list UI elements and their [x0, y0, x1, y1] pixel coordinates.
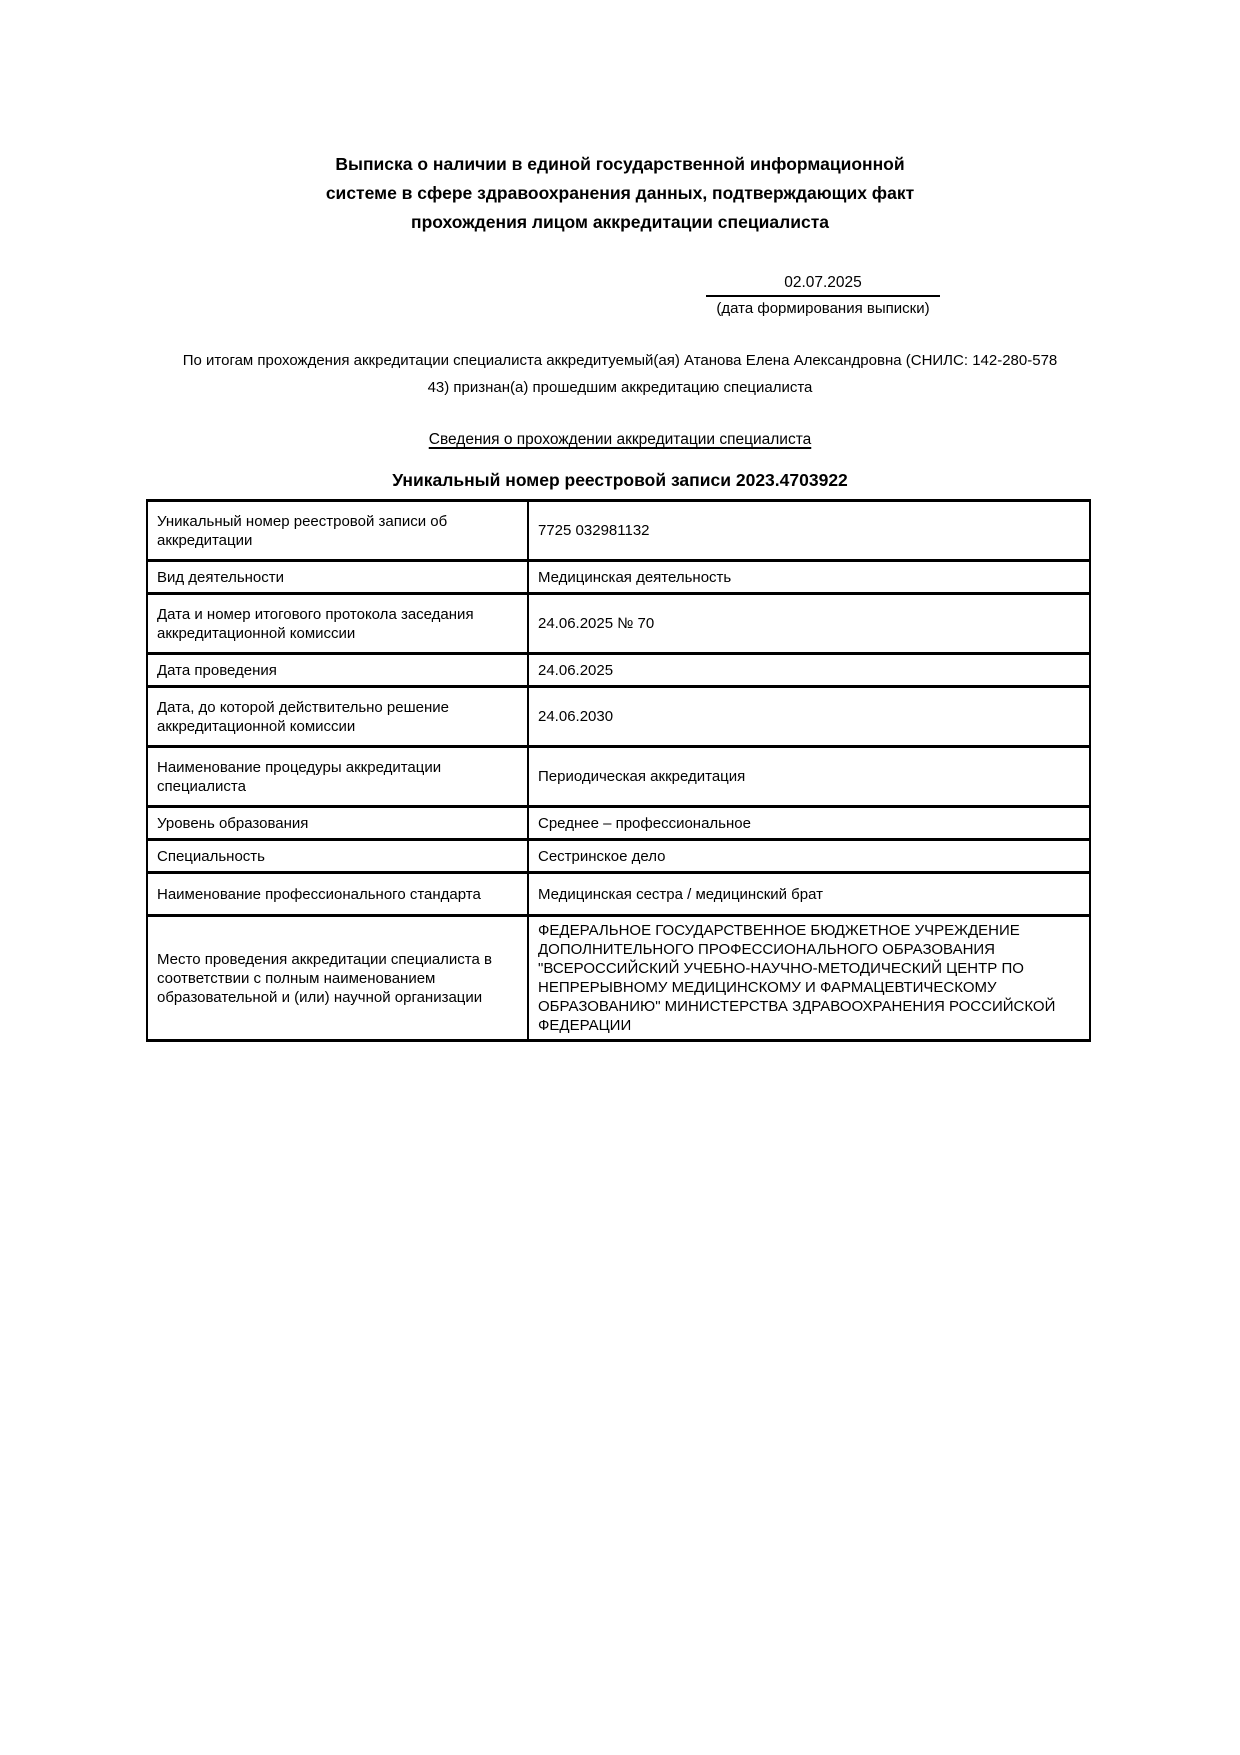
table-row	[147, 916, 1090, 1041]
title-line-3: прохождения лицом аккредитации специалиста	[411, 212, 829, 232]
section-heading	[0, 430, 1240, 450]
table-row	[147, 687, 1090, 747]
row-label: Специальность	[147, 840, 528, 873]
registry-record-heading	[0, 468, 1240, 492]
row-value: 24.06.2025	[528, 654, 1090, 687]
row-value: Медицинская сестра / медицинский брат	[528, 873, 1090, 916]
intro-line-1: По итогам прохождения аккредитации специалиста аккредитуемый(ая) Атанова Елена Александровна (СНИЛС: 142-280-578	[182, 352, 1058, 369]
row-label: Уровень образования	[147, 807, 528, 840]
intro-paragraph	[0, 347, 1240, 401]
row-label: Дата проведения	[147, 654, 528, 687]
formation-date-block	[706, 273, 940, 319]
table-row	[147, 561, 1090, 594]
row-value: Сестринское дело	[528, 840, 1090, 873]
row-label: Дата, до которой действительно решение аккредитационной комиссии	[147, 687, 528, 747]
table-row	[147, 747, 1090, 807]
intro-line-2: 43) признан(а) прошедшим аккредитацию специалиста	[427, 379, 813, 396]
table-row	[147, 840, 1090, 873]
row-label: Место проведения аккредитации специалиста в соответствии с полным наименованием образовательной и (или) научной организации	[147, 916, 528, 1041]
table-row	[147, 873, 1090, 916]
formation-date-value: 02.07.2025	[706, 273, 940, 297]
formation-date-caption: (дата формирования выписки)	[716, 300, 930, 317]
title-line-2: системе в сфере здравоохранения данных, подтверждающих факт	[325, 183, 915, 203]
table-row	[147, 654, 1090, 687]
row-value: 24.06.2030	[528, 687, 1090, 747]
accreditation-table	[146, 499, 1091, 1042]
row-label: Дата и номер итогового протокола заседания аккредитационной комиссии	[147, 594, 528, 654]
row-label: Наименование процедуры аккредитации специалиста	[147, 747, 528, 807]
table-row	[147, 807, 1090, 840]
registry-record-heading-prefix: Уникальный номер реестровой записи	[392, 470, 731, 490]
title-line-1: Выписка о наличии в единой государственной информационной	[335, 154, 905, 174]
row-value: ФЕДЕРАЛЬНОЕ ГОСУДАРСТВЕННОЕ БЮДЖЕТНОЕ УЧРЕЖДЕНИЕ ДОПОЛНИТЕЛЬНОГО ПРОФЕССИОНАЛЬНОГО ОБРАЗОВАНИЯ "ВСЕРОССИЙСКИЙ УЧЕБНО-НАУЧНО-МЕТОДИЧЕСКИЙ ЦЕНТР ПО НЕПРЕРЫВНОМУ МЕДИЦИНСКОМУ И ФАРМАЦЕВТИЧЕСКОМУ ОБРАЗОВАНИЮ" МИНИСТЕРСТВА ЗДРАВООХРАНЕНИЯ РОССИЙСКОЙ ФЕДЕРАЦИИ	[528, 916, 1090, 1041]
registry-record-number: 2023.4703922	[735, 470, 848, 490]
row-label: Наименование профессионального стандарта	[147, 873, 528, 916]
row-value: 24.06.2025 № 70	[528, 594, 1090, 654]
document-title	[0, 0, 1240, 237]
row-value: Среднее – профессиональное	[528, 807, 1090, 840]
table-row	[147, 594, 1090, 654]
row-label: Уникальный номер реестровой записи об аккредитации	[147, 501, 528, 561]
table-row	[147, 501, 1090, 561]
row-value: Медицинская деятельность	[528, 561, 1090, 594]
row-value: Периодическая аккредитация	[528, 747, 1090, 807]
section-heading-text: Сведения о прохождении аккредитации специалиста	[428, 431, 812, 448]
row-label: Вид деятельности	[147, 561, 528, 594]
row-value: 7725 032981132	[528, 501, 1090, 561]
